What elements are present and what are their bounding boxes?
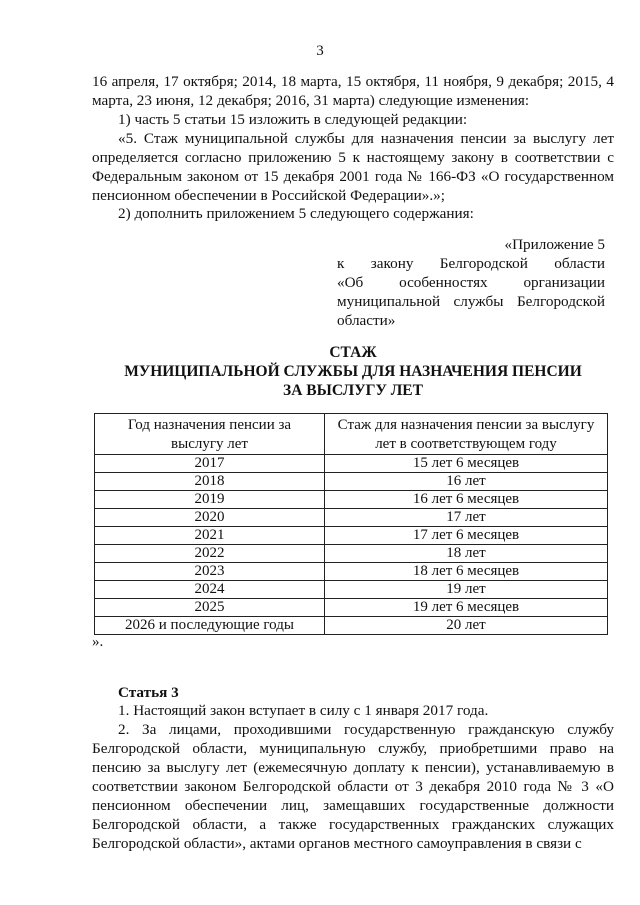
table-cell-seniority: 20 лет [325, 617, 608, 635]
quote-close: ». [92, 634, 104, 650]
table-cell-year: 2025 [95, 599, 325, 617]
title-line-3: ЗА ВЫСЛУГУ ЛЕТ [283, 382, 423, 399]
page-number: 3 [316, 43, 324, 59]
article-paragraph-1: 1. Настоящий закон вступает в силу с 1 января 2017 года. [118, 702, 489, 719]
annex-line-4: муниципальной службы Белгородской [337, 293, 605, 310]
table-row [95, 455, 608, 473]
title-line-1: СТАЖ [329, 344, 377, 361]
table-row [95, 563, 608, 581]
table-cell-seniority: 15 лет 6 месяцев [325, 455, 608, 473]
title-line-2: МУНИЦИПАЛЬНОЙ СЛУЖБЫ ДЛЯ НАЗНАЧЕНИЯ ПЕНСИИ [124, 363, 582, 380]
table-row [95, 617, 608, 635]
seniority-table [94, 413, 608, 635]
table-cell-seniority: 18 лет 6 месяцев [325, 563, 608, 581]
table-cell-year: 2017 [95, 455, 325, 473]
table-cell-seniority: 16 лет [325, 473, 608, 491]
annex-line-5: области» [337, 312, 396, 329]
article-paragraph-2: 2. За лицами, проходившими государственную гражданскую службу Белгородской области, муниципальную службу, приобретшими право на пенсию за выслугу лет (ежемесячную доплату к пенсии), устанавливаемую в соответствии законом Белгородской области от 3 декабря 2010 года № 3 «О пенсионном обеспечении лиц, замещавших государственные должности Белгородской области, а также государственных гражданских служащих Белгородской области», актами органов местного самоуправления в связи с [92, 721, 614, 852]
annex-line-1: «Приложение 5 [504, 236, 605, 253]
table-cell-seniority: 17 лет 6 месяцев [325, 527, 608, 545]
table-header-row [95, 414, 608, 455]
table-cell-year: 2022 [95, 545, 325, 563]
table-cell-seniority: 18 лет [325, 545, 608, 563]
item-1: 1) часть 5 статьи 15 изложить в следующей редакции: [118, 111, 468, 128]
table-cell-year: 2024 [95, 581, 325, 599]
table-row [95, 473, 608, 491]
table-row [95, 545, 608, 563]
table-cell-seniority: 19 лет 6 месяцев [325, 599, 608, 617]
table-cell-seniority: 17 лет [325, 509, 608, 527]
table-cell-year: 2021 [95, 527, 325, 545]
table-row [95, 581, 608, 599]
annex-line-3: «Об особенностях организации [337, 274, 605, 291]
table-cell-seniority: 19 лет [325, 581, 608, 599]
quoted-paragraph: «5. Стаж муниципальной службы для назначения пенсии за выслугу лет определяется согласно приложению 5 к настоящему закону в соответствии с Федеральным законом от 15 декабря 2001 года № 166-ФЗ «О государственном пенсионном обеспечении в Российской Федерации».»; [92, 130, 614, 204]
table-row [95, 527, 608, 545]
table-title [92, 343, 614, 400]
item-2: 2) дополнить приложением 5 следующего содержания: [118, 205, 474, 222]
table-row [95, 599, 608, 617]
table-cell-year: 2023 [95, 563, 325, 581]
table-cell-year: 2020 [95, 509, 325, 527]
table-header-seniority: Стаж для назначения пенсии за выслугу лет в соответствующем году [325, 414, 608, 455]
table-cell-year: 2026 и последующие годы [95, 617, 325, 635]
table-cell-seniority: 16 лет 6 месяцев [325, 491, 608, 509]
annex-note [337, 235, 605, 330]
table-row [95, 509, 608, 527]
table-row [95, 491, 608, 509]
annex-line-2: к закону Белгородской области [337, 255, 605, 272]
table-cell-year: 2019 [95, 491, 325, 509]
table-header-year: Год назначения пенсии за выслугу лет [95, 414, 325, 455]
article-heading: Статья 3 [118, 684, 179, 701]
table-cell-year: 2018 [95, 473, 325, 491]
intro-paragraph: 16 апреля, 17 октября; 2014, 18 марта, 15 октября, 11 ноября, 9 декабря; 2015, 4 марта, 23 июня, 12 декабря; 2016, 31 марта) следующие изменения: [92, 73, 614, 109]
